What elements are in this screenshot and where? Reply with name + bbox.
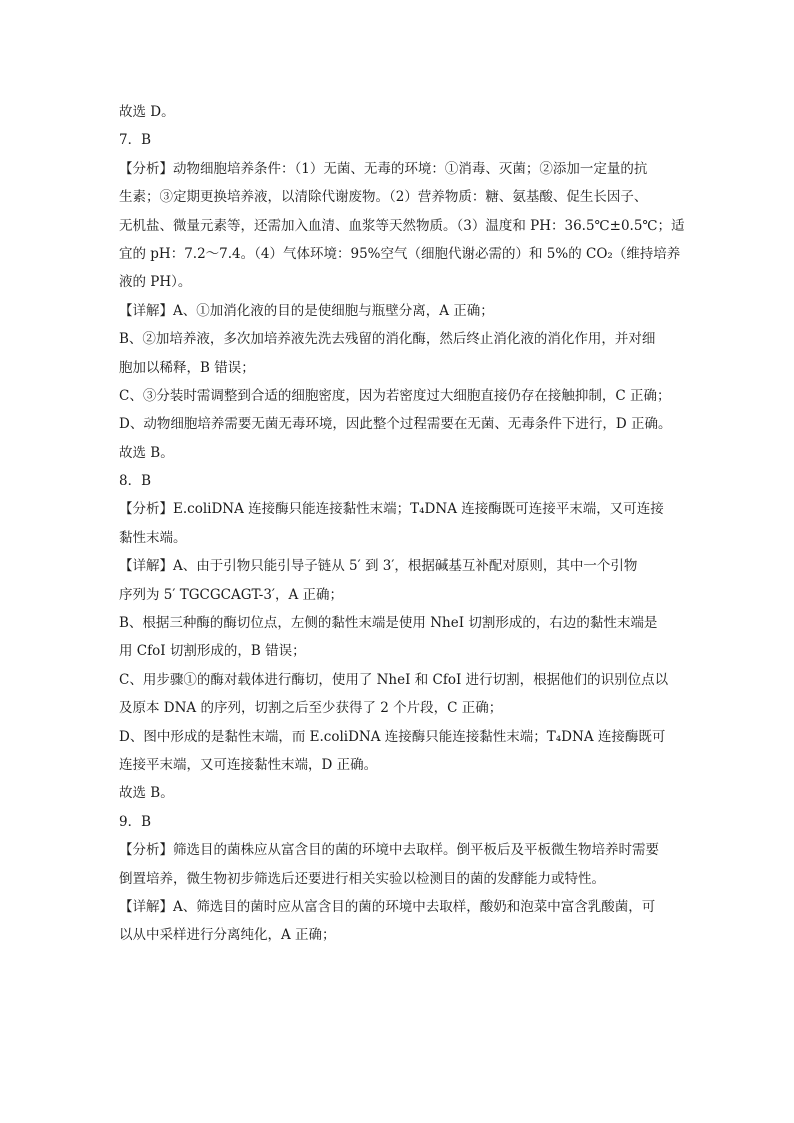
text-line: B、②加培养液，多次加培养液先洗去残留的消化酶，然后终止消化液的消化作用，并对细 [119, 331, 656, 348]
text-line: B、根据三种酶的酶切位点，左侧的黏性末端是使用 NheI 切割形成的，右边的黏性末端是 [119, 615, 658, 632]
question-number: 9．B [119, 813, 152, 830]
text-line: 故选 D。 [119, 104, 175, 120]
text-line: 【详解】A、由于引物只能引导子链从 5′ 到 3′，根据碱基互补配对原则，其中一个引物 [119, 558, 638, 575]
text-line: D、图中形成的是黏性末端，而 E.coliDNA 连接酶只能连接黏性末端；T₄DNA 连接酶既可 [119, 728, 666, 745]
text-line: 生素；③定期更换培养液，以清除代谢废物。（2）营养物质：糖、氨基酸、促生长因子、 [119, 189, 648, 206]
text-line: 【分析】动物细胞培养条件：（1）无菌、无毒的环境：①消毒、灭菌；②添加一定量的抗 [119, 160, 648, 177]
text-line: 故选 B。 [119, 785, 174, 802]
text-line: 液的 PH）。 [119, 274, 192, 291]
text-line: 【分析】E.coliDNA 连接酶只能连接黏性末端；T₄DNA 连接酶既可连接平末端，又可连接 [119, 501, 664, 518]
text-line: 【分析】筛选目的菌株应从富含目的菌的环境中去取样。倒平板后及平板微生物培养时需要 [119, 842, 659, 859]
text-line: 及原本 DNA 的序列，切割之后至少获得了 2 个片段，C 正确； [119, 700, 503, 717]
text-line: C、用步骤①的酶对载体进行酶切，使用了 NheI 和 CfoI 进行切割，根据他们的识别位点以 [119, 671, 669, 688]
text-line: 宜的 pH：7.2～7.4。（4）气体环境：95%空气（细胞代谢必需的）和 5%的 CO₂（维持培养 [119, 245, 681, 262]
text-line: 胞加以稀释，B 错误； [119, 359, 255, 376]
text-line: 用 CfoI 切割形成的，B 错误； [119, 643, 306, 660]
text-line: 黏性末端。 [119, 529, 187, 546]
text-line: 【详解】A、筛选目的菌时应从富含目的菌的环境中去取样，酸奶和泡菜中富含乳酸菌，可 [119, 898, 656, 915]
text-line: C、③分装时需调整到合适的细胞密度，因为若密度过大细胞直接仍存在接触抑制，C 正确； [119, 387, 671, 404]
document-page [119, 98, 689, 950]
text-line: 【详解】A、①加消化液的目的是使细胞与瓶壁分离，A 正确； [119, 302, 494, 319]
text-line: 故选 B。 [119, 444, 174, 461]
question-number: 7．B [119, 132, 152, 149]
text-line: 序列为 5′ TGCGCAGT-3′，A 正确； [119, 586, 344, 603]
text-line: D、动物细胞培养需要无菌无毒环境，因此整个过程需要在无菌、无毒条件下进行，D 正确。 [119, 416, 672, 433]
text-line: 连接平末端，又可连接黏性末端，D 正确。 [119, 756, 378, 773]
text-line: 以从中采样进行分离纯化，A 正确； [119, 927, 336, 944]
text-line: 倒置培养，微生物初步筛选后还要进行相关实验以检测目的菌的发酵能力或特性。 [119, 870, 605, 887]
question-number: 8．B [119, 473, 152, 490]
text-line: 无机盐、微量元素等，还需加入血清、血浆等天然物质。（3）温度和 PH：36.5℃±0.5℃；适 [119, 217, 685, 234]
